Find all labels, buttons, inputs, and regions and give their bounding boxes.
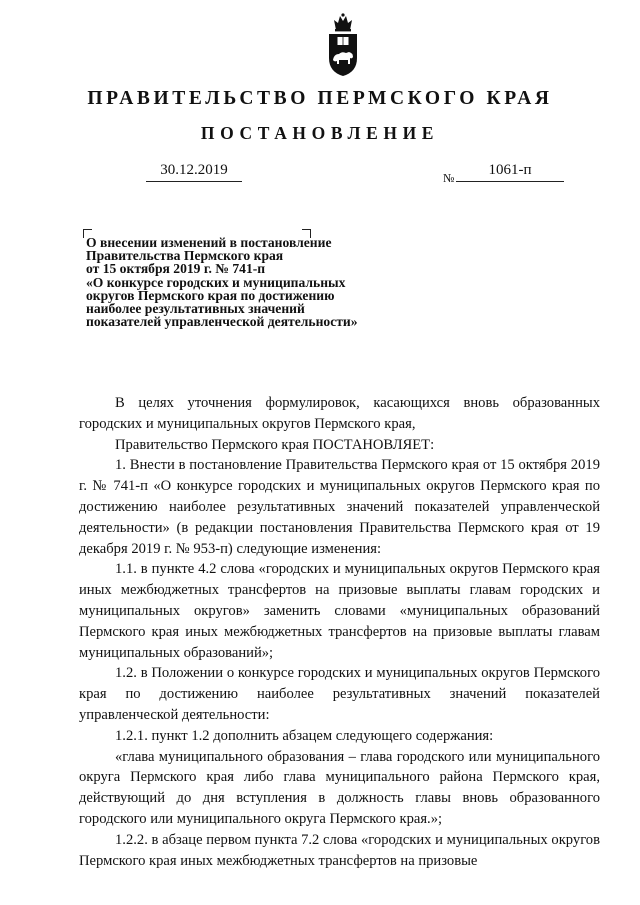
subject-line: округов Пермского края по достижению xyxy=(86,287,335,303)
body-paragraph: 1. Внести в постановление Правительства Пермского края от 15 октября 2019 г. № 741-п «О конкурсе городских и муниципальных округов Пермского края по достижению наиболее результативных значений показателей управленческой деятельности» (в редакции постановления Правительства Пермского края от 19 декабря 2019 г. № 953-п) следующие изменения: xyxy=(79,457,600,557)
document-number: 1061-п xyxy=(456,162,564,182)
body-paragraph: 1.1. в пункте 4.2 слова «городских и муниципальных округов Пермского края иных межбюджетных трансфертов на призовые выплаты главам городских и муниципальных округов» заменить словами «муниципальных образований Пермского края иных межбюджетных трансфертов на призовые выплаты главам муниципальных образований»; xyxy=(79,561,600,661)
body-paragraph: 1.2.2. в абзаце первом пункта 7.2 слова «городских и муниципальных округов Пермского края иных межбюджетных трансфертов на призовые xyxy=(79,831,600,869)
subject-line: О внесении изменений в постановление xyxy=(86,235,332,250)
body-paragraph: 1.2.1. пункт 1.2 дополнить абзацем следующего содержания: xyxy=(115,727,494,744)
subject-line: «О конкурсе городских и муниципальных xyxy=(86,274,346,290)
body-paragraph: Правительство Пермского края ПОСТАНОВЛЯЕТ: xyxy=(115,436,435,453)
perm-krai-coat-of-arms-icon xyxy=(325,12,361,78)
document-subject xyxy=(86,236,416,328)
subject-line: наиболее результативных значений xyxy=(86,301,305,317)
document-date: 30.12.2019 xyxy=(146,162,242,182)
body-paragraph: «глава муниципального образования – глава городского или муниципального округа Пермского края либо глава муниципального района Пермского края, действующий до дня вступления в должность главы вновь образованного городского или муниципального округа Пермского края.»; xyxy=(79,748,600,827)
document-body xyxy=(79,393,600,871)
subject-line: показателей управленческой деятельности» xyxy=(86,314,358,330)
document-type-title: ПОСТАНОВЛЕНИЕ xyxy=(200,123,440,143)
body-paragraph: В целях уточнения формулировок, касающихся вновь образованных городских и муниципальных округов Пермского края, xyxy=(79,395,600,432)
government-title: ПРАВИТЕЛЬСТВО ПЕРМСКОГО КРАЯ xyxy=(87,88,553,109)
body-paragraph: 1.2. в Положении о конкурсе городских и муниципальных округов Пермского края по достижению наиболее результативных значений показателей управленческой деятельности: xyxy=(79,665,600,723)
subject-line: Правительства Пермского края xyxy=(86,248,284,264)
number-sign: № xyxy=(443,171,455,185)
subject-line: от 15 октября 2019 г. № 741-п xyxy=(86,261,266,277)
